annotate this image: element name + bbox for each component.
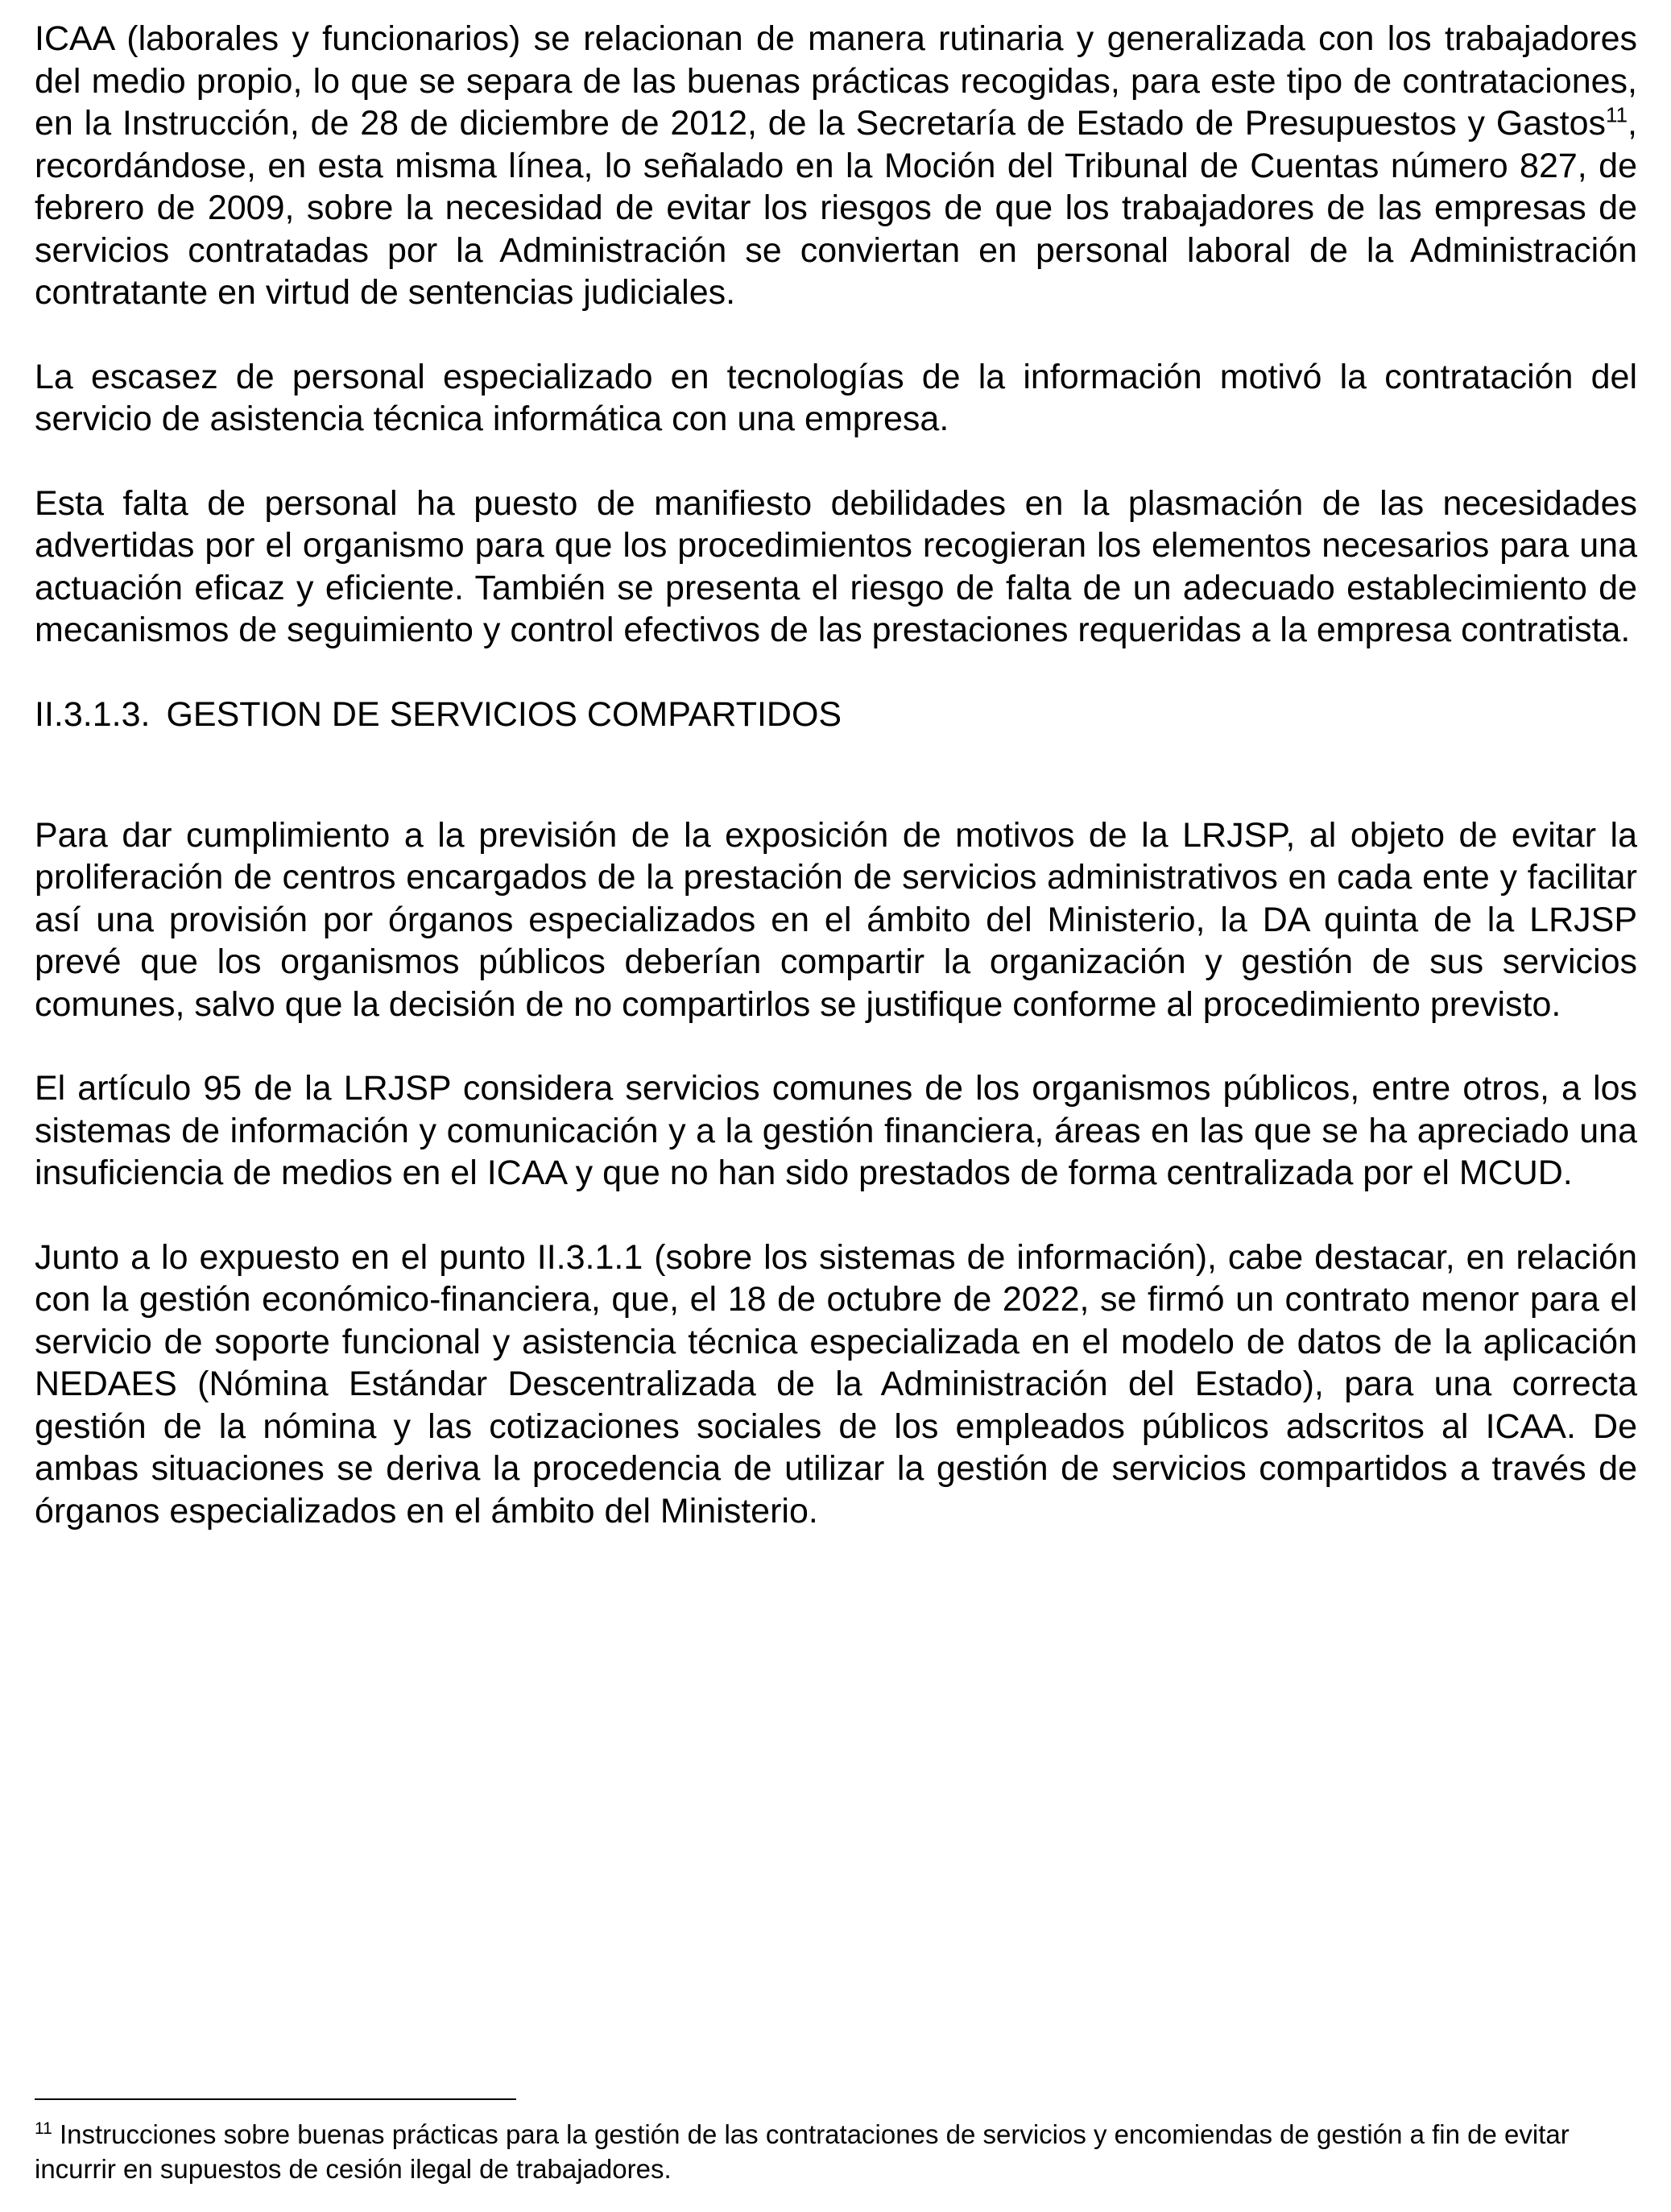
footnote-number: 11 [35, 2119, 52, 2138]
section-number: II.3.1.3. [35, 694, 151, 734]
paragraph-icaa-workers [35, 18, 1637, 314]
paragraph-nedaes-contract: Junto a lo expuesto en el punto II.3.1.1 (sobre los sistemas de información), cabe destacar, en relación con la gestión económico-financiera, que, el 18 de octubre de 2022, se firmó un contrato menor para el servicio de soporte funcional y asistencia técnica especializada en el modelo de datos de la aplicación NEDAES (Nómina Estándar Descentralizada de la Administración del Estado), para una correcta gestión de la nómina y las cotizaciones sociales de los empleados públicos adscritos al ICAA. De ambas situaciones se deriva la procedencia de utilizar la gestión de servicios compartidos a través de órganos especializados en el ámbito del Ministerio. [35, 1237, 1637, 1531]
paragraph-lrjsp-provision: Para dar cumplimiento a la previsión de la exposición de motivos de la LRJSP, al objeto de evitar la proliferación de centros encargados de la prestación de servicios administrativos en cada ente y facilitar así una provisión por órganos especializados en el ámbito del Ministerio, la DA quinta de la LRJSP prevé que los organismos públicos deberían compartir la organización y gestión de sus servicios comunes, salvo que la decisión de no compartirlos se justifique conforme al procedimiento previsto. [35, 815, 1637, 1024]
section-heading [35, 694, 1637, 735]
footnote-text: Instrucciones sobre buenas prácticas para la gestión de las contrataciones de servicios y encomiendas de gestión a fin de evitar incurrir en supuestos de cesión ilegal de trabajadores. [35, 2119, 1570, 2184]
section-title: GESTION DE SERVICIOS COMPARTIDOS [166, 694, 842, 734]
document-page [35, 18, 1637, 1574]
footnote-divider [35, 2098, 516, 2100]
paragraph-it-staff-shortage: La escasez de personal especializado en tecnologías de la información motivó la contratación del servicio de asistencia técnica informática con una empresa. [35, 357, 1637, 438]
paragraph-text: ICAA (laborales y funcionarios) se relacionan de manera rutinaria y generalizada con los trabajadores del medio propio, lo que se separa de las buenas prácticas recogidas, para este tipo de contrataciones, en la Instrucción, de 28 de diciembre de 2012, de la Secretaría de Estado de Presupuestos y Gastos [35, 19, 1637, 143]
paragraph-staff-weaknesses: Esta falta de personal ha puesto de manifiesto debilidades en la plasmación de las necesidades advertidas por el organismo para que los procedimientos recogieran los elementos necesarios para una actuación eficaz y eficiente. También se presenta el riesgo de falta de un adecuado establecimiento de mecanismos de seguimiento y control efectivos de las prestaciones requeridas a la empresa contratista. [35, 483, 1637, 649]
paragraph-text: , recordándose, en esta misma línea, lo señalado en la Moción del Tribunal de Cuentas número 827, de febrero de 2009, sobre la necesidad de evitar los riesgos de que los trabajadores de las empresas de servicios contratadas por la Administración se conviertan en personal laboral de la Administración contratante en virtud de sentencias judiciales. [35, 104, 1637, 312]
footnote [35, 2117, 1637, 2186]
paragraph-article-95: El artículo 95 de la LRJSP considera servicios comunes de los organismos públicos, entre otros, a los sistemas de información y comunicación y a la gestión financiera, áreas en las que se ha apreciado una insuficiencia de medios en el ICAA y que no han sido prestados de forma centralizada por el MCUD. [35, 1069, 1637, 1192]
footnote-reference[interactable]: 11 [1606, 102, 1628, 127]
